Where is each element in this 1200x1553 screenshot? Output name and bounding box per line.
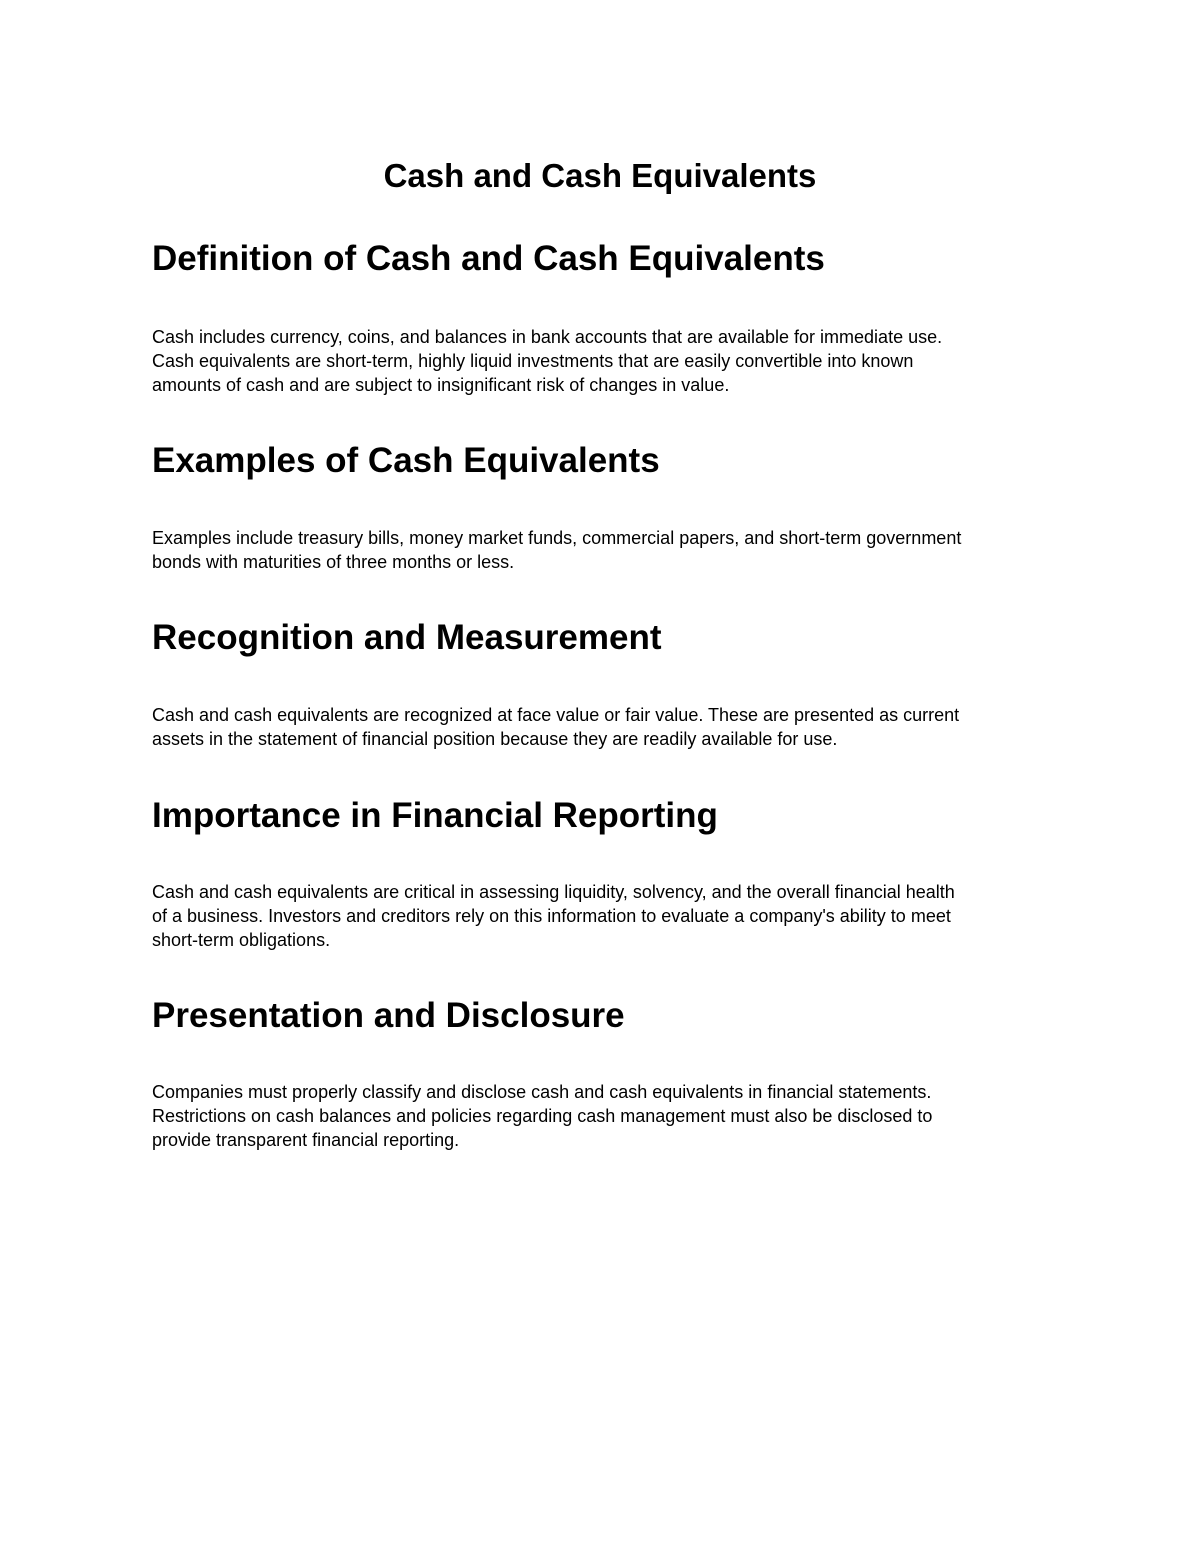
body-line: amounts of cash and are subject to insignificant risk of changes in value. [152, 375, 730, 395]
body-line: of a business. Investors and creditors rely on this information to evaluate a company's ability to meet [152, 906, 951, 926]
section-heading-importance: Importance in Financial Reporting [152, 796, 718, 835]
body-line: Restrictions on cash balances and policies regarding cash management must also be disclosed to [152, 1106, 933, 1126]
section-heading-examples: Examples of Cash Equivalents [152, 441, 660, 480]
section-body-definition [152, 325, 1042, 397]
section-heading-recognition: Recognition and Measurement [152, 618, 662, 657]
body-line: provide transparent financial reporting. [152, 1130, 460, 1150]
body-line: Cash includes currency, coins, and balances in bank accounts that are available for immediate use. [152, 327, 943, 347]
body-line: bonds with maturities of three months or less. [152, 552, 515, 572]
section-body-examples [152, 526, 1042, 574]
section-heading-presentation: Presentation and Disclosure [152, 996, 625, 1035]
body-line: assets in the statement of financial position because they are readily available for use. [152, 729, 838, 749]
body-line: Cash and cash equivalents are recognized at face value or fair value. These are presented as current [152, 705, 960, 725]
document-title: Cash and Cash Equivalents [383, 157, 817, 194]
body-line: Cash and cash equivalents are critical in assessing liquidity, solvency, and the overall financial health [152, 882, 955, 902]
body-line: Examples include treasury bills, money market funds, commercial papers, and short-term government [152, 528, 962, 548]
body-line: short-term obligations. [152, 930, 331, 950]
body-line: Cash equivalents are short-term, highly liquid investments that are easily convertible into known [152, 351, 914, 371]
section-body-recognition [152, 703, 1042, 751]
section-body-presentation [152, 1080, 1042, 1152]
body-line: Companies must properly classify and disclose cash and cash equivalents in financial statements. [152, 1082, 932, 1102]
section-body-importance [152, 880, 1042, 952]
section-heading-definition: Definition of Cash and Cash Equivalents [152, 239, 825, 278]
